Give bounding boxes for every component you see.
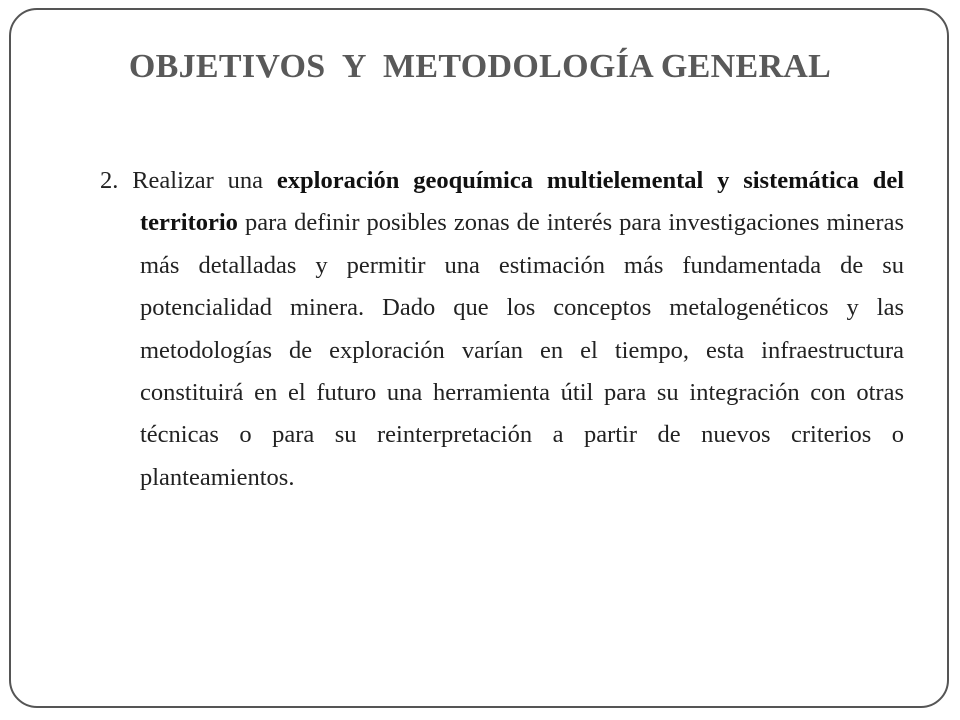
paragraph-intro: Realizar una [132,167,264,194]
slide-title: OBJETIVOS Y METODOLOGÍA GENERAL [128,48,832,85]
list-number: 2. [100,167,119,194]
paragraph-rest: para definir posibles zonas de interés para investigaciones mineras más detalladas y permitir una estimación más fundamentada de su potencialidad minera. Dado que los conceptos metalogenéticos y las metodologías de exploración varían en el tiempo, esta infraestructura constituirá en el futuro una herramienta útil para su integración con otras técnicas o para su reinterpretación a partir de nuevos criterios o planteamientos. [140,209,905,491]
paragraph-bold-phrase: exploración geoquímica multielemental y sistemática del territorio [140,167,905,237]
objective-paragraph [100,160,905,499]
